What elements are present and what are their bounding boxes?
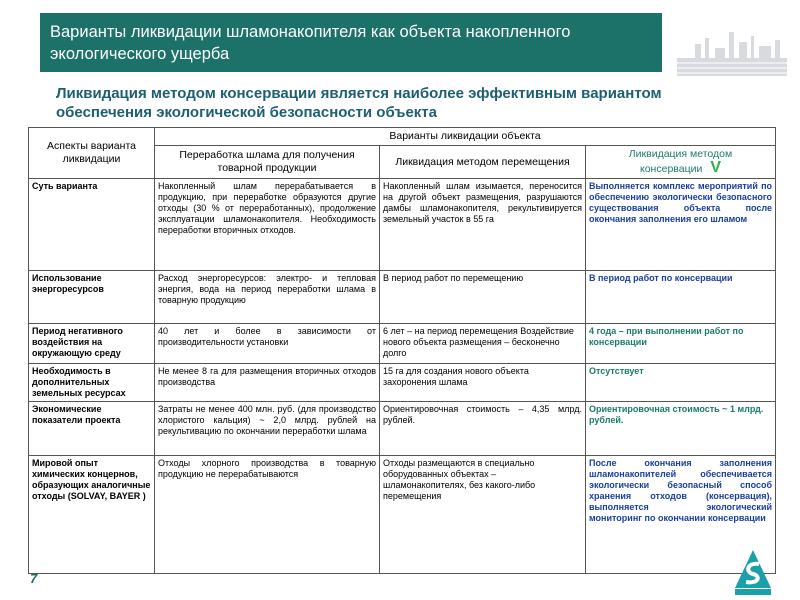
table-row (29, 271, 776, 324)
relocation-cell: Ориентировочная стоимость – 4,35 млрд. рублей. (380, 402, 586, 456)
check-mark-icon: V (710, 159, 721, 176)
table-row (29, 179, 776, 271)
table-header-row (29, 128, 776, 146)
company-logo (733, 548, 773, 596)
slide-title: Варианты ликвидации шламонакопителя как объекта накопленного экологического ущерба (50, 23, 571, 63)
conservation-cell: В период работ по консервации (586, 271, 776, 324)
page-number: 7 (30, 571, 38, 586)
table-row (29, 324, 776, 364)
relocation-cell: 15 га для создания нового объекта захоронения шлама (380, 364, 586, 402)
aspect-cell: Использование энергоресурсов (29, 271, 155, 324)
col-header-conservation-label: Ликвидация методом консервации (628, 148, 733, 175)
relocation-cell: 6 лет – на период перемещения Воздействие нового объекта размещения – бесконечно долго (380, 324, 586, 364)
conservation-cell: После окончания заполнения шламонакопителей обеспечивается экологически безопасный способ хранения отходов (консервация), выполняется экологический мониторинг по окончании консервации (586, 456, 776, 574)
relocation-cell: Накопленный шлам изымается, переносится на другой объект размещения, разрушаются дамбы шламонакопителя, рекультивируется земельный участок в 55 га (380, 179, 586, 271)
aspect-cell: Суть варианта (29, 179, 155, 271)
aspect-cell: Экономические показатели проекта (29, 402, 155, 456)
table-row (29, 402, 776, 456)
slide-title-box (40, 13, 662, 72)
processing-cell: Не менее 8 га для размещения вторичных отходов производства (155, 364, 380, 402)
col-header-relocation: Ликвидация методом перемещения (380, 146, 586, 179)
processing-cell: 40 лет и более в зависимости от производительности установки (155, 324, 380, 364)
group-header: Варианты ликвидации объекта (155, 128, 776, 146)
conservation-cell: Отсутствует (586, 364, 776, 402)
processing-cell: Накопленный шлам перерабатывается в продукцию, при переработке образуются другие отходы (30 % от переработанных), продолжение эксплуатации шламонакопителя. Необходимость переработки вторичных отходов. (155, 179, 380, 271)
aspect-cell: Необходимость в дополнительных земельных ресурсах (29, 364, 155, 402)
col-header-processing: Переработка шлама для получения товарной продукции (155, 146, 380, 179)
table-row (29, 364, 776, 402)
conservation-cell: Выполняется комплекс мероприятий по обеспечению экологически безопасного существования объекта после окончания заполнения его шламом (586, 179, 776, 271)
processing-cell: Затраты не менее 400 млн. руб. (для производство хлористого кальция) ~ 2,0 млрд. рублей на рекультивацию по окончании переработки шлама (155, 402, 380, 456)
col-header-conservation (586, 146, 776, 179)
slide-subtitle: Ликвидация методом консервации является наиболее эффективным вариантом обеспечения экологической безопасности объекта (56, 85, 662, 121)
factory-skyline-decoration (677, 28, 787, 76)
aspect-cell: Мировой опыт химических концернов, образующих аналогичные отходы (SOLVAY, BAYER ) (29, 456, 155, 574)
table-row (29, 456, 776, 574)
aspect-header: Аспекты варианта ликвидации (29, 128, 155, 179)
relocation-cell: В период работ по перемещению (380, 271, 586, 324)
relocation-cell: Отходы размещаются в специально оборудованных объектах – шламонакопителях, без какого-либо перемещения (380, 456, 586, 574)
processing-cell: Расход энергоресурсов: электро- и тепловая энергия, вода на период переработки шлама в товарную продукцию (155, 271, 380, 324)
conservation-cell: 4 года – при выполнении работ по консервации (586, 324, 776, 364)
aspect-cell: Период негативного воздействия на окружающую среду (29, 324, 155, 364)
processing-cell: Отходы хлорного производства в товарную продукцию не перерабатываются (155, 456, 380, 574)
conservation-cell: Ориентировочная стоимость ~ 1 млрд. рублей. (586, 402, 776, 456)
comparison-table (28, 127, 776, 574)
